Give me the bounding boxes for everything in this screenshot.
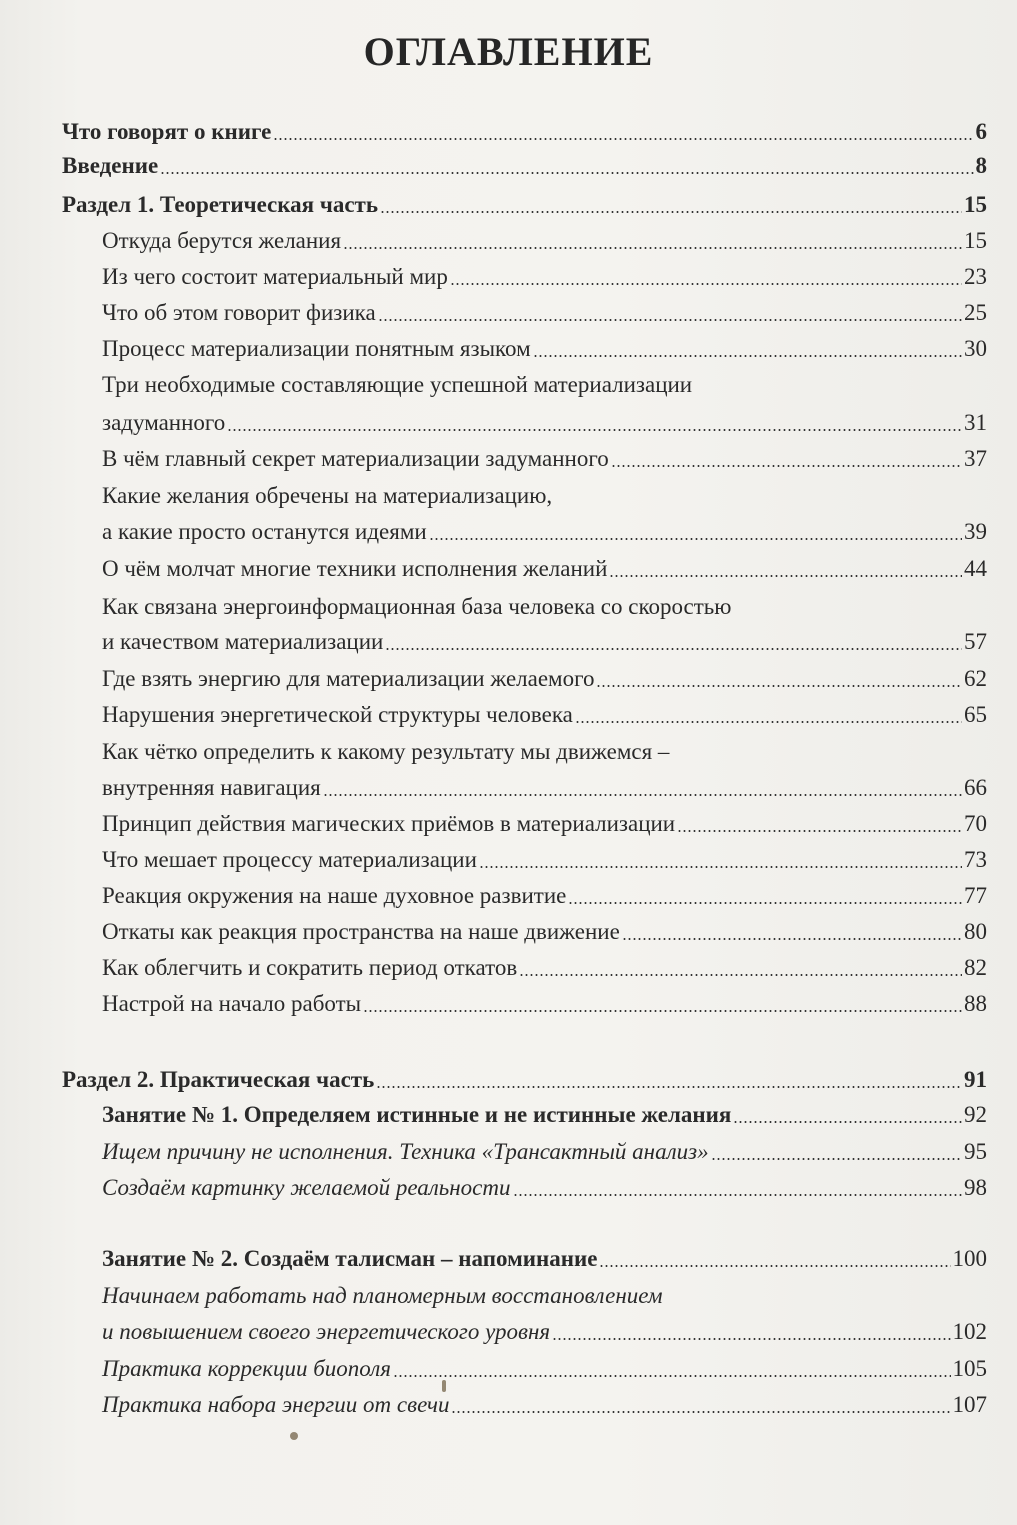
toc-entry-title: О чём молчат многие техники исполнения желаний [102,556,608,581]
toc-entry-title: Раздел 1. Теоретическая часть [62,192,379,217]
leader-dots [677,830,962,832]
toc-entry-page: 105 [952,1356,987,1381]
toc-entry-page: 62 [964,666,987,691]
toc-entry-title: а какие просто останутся идеями [102,519,427,544]
toc-entry [102,1314,987,1350]
toc-entry-title: Настрой на начало работы [102,991,362,1016]
leader-dots [513,1194,963,1196]
toc-entry [102,295,987,331]
toc-entry-page: 80 [964,919,987,944]
toc-entry [102,514,987,550]
toc-entry [102,806,987,842]
toc-entry [102,878,987,914]
toc-entry [102,1351,987,1387]
toc-entry-line: Как связана энергоинформационная база человека со скоростью [102,594,732,619]
leader-dots [552,1338,950,1340]
toc-entry-page: 73 [964,847,987,872]
toc-entry-line: Как чётко определить к какому результату мы движемся – [102,739,670,764]
toc-entry-title: Принцип действия магических приёмов в материализации [102,811,676,836]
toc-entry-title: Откуда берутся желания [102,228,342,253]
leader-dots [533,355,962,357]
leader-dots [622,938,962,940]
toc-entry [102,405,987,441]
toc-entry [102,1134,987,1170]
toc-entry-page: 37 [964,446,987,471]
leader-dots [429,538,962,540]
page-title: ОГЛАВЛЕНИЕ [363,29,654,74]
toc-entry-title: Раздел 2. Практическая часть [62,1067,375,1092]
toc-entry [102,331,987,367]
toc-entry-page: 25 [964,300,987,325]
toc-entry-title: Что говорят о книге [62,119,272,144]
toc-entry-page: 15 [964,192,987,217]
leader-dots [479,866,962,868]
leader-dots [609,575,962,577]
leader-dots [343,247,962,249]
toc-entry-title: Реакция окружения на наше духовное развитие [102,883,567,908]
toc-entry-title: внутренняя навигация [102,775,321,800]
leader-dots [380,211,962,213]
leader-dots [451,1411,950,1413]
toc-entry-page: 39 [964,519,987,544]
toc-entry-page: 65 [964,702,987,727]
leader-dots [160,172,973,174]
toc-entry [102,1170,987,1206]
leader-dots [273,138,973,140]
toc-entry [102,624,987,660]
toc-lesson [102,1241,987,1277]
toc-entry-title: Ищем причину не исполнения. Техника «Трансактный анализ» [102,1139,709,1164]
toc-entry-title: и качеством материализации [102,629,384,654]
toc-entry-page: 100 [952,1246,987,1271]
toc-lesson [102,1097,987,1133]
toc-entry-page: 82 [964,955,987,980]
toc-entry-title: Где взять энергию для материализации желаемого [102,666,595,691]
toc-entry-page: 30 [964,336,987,361]
toc-entry-line: Начинаем работать над планомерным восстановлением [102,1283,663,1308]
leader-dots [393,1375,951,1377]
leader-dots [519,974,962,976]
toc-entry-page: 57 [964,629,987,654]
toc-entry [102,986,987,1022]
toc-entry [62,114,987,150]
toc-entry-page: 95 [964,1139,987,1164]
toc-entry-title: Что мешает процессу материализации [102,847,477,872]
toc-entry [102,842,987,878]
toc-entry-page: 31 [964,410,987,435]
leader-dots [227,429,962,431]
toc-entry [102,223,987,259]
leader-dots [711,1158,962,1160]
toc-entry-title: В чём главный секрет материализации задуманного [102,446,609,471]
paper-speck [442,1380,446,1392]
toc-entry-page: 107 [952,1392,987,1417]
toc-entry-title: Практика набора энергии от свечи [102,1392,450,1417]
toc-entry [102,950,987,986]
toc-entry-title: Создаём картинку желаемой реальности [102,1175,511,1200]
paper-speck [290,1432,298,1440]
leader-dots [596,685,962,687]
toc-entry [102,1387,987,1423]
leader-dots [733,1121,962,1123]
toc-entry [62,148,987,184]
leader-dots [568,902,962,904]
toc-entry [102,697,987,733]
leader-dots [376,1086,962,1088]
toc-entry-page: 6 [975,119,987,144]
toc-entry-title: и повышением своего энергетического уровня [102,1319,551,1344]
toc-entry-page: 77 [964,883,987,908]
leader-dots [323,794,962,796]
leader-dots [611,465,962,467]
toc-entry [102,770,987,806]
toc-entry-title: Занятие № 2. Создаём талисман – напоминание [102,1246,598,1271]
toc-entry-page: 8 [975,153,987,178]
toc-entry-title: Нарушения энергетической структуры человека [102,702,573,727]
toc-entry-page: 91 [964,1067,987,1092]
toc-entry-title: Процесс материализации понятным языком [102,336,531,361]
toc-entry-page: 23 [964,264,987,289]
toc-entry [102,441,987,477]
toc-entry-page: 44 [964,556,987,581]
toc-entry-page: 92 [964,1102,987,1127]
toc-entry [102,551,987,587]
leader-dots [378,319,962,321]
leader-dots [599,1265,950,1267]
toc-entry-title: Занятие № 1. Определяем истинные и не истинные желания [102,1102,732,1127]
toc-entry-title: Практика коррекции биополя [102,1356,391,1381]
toc-entry-title: Из чего состоит материальный мир [102,264,448,289]
leader-dots [450,283,962,285]
toc-entry [102,661,987,697]
toc-section [62,187,987,223]
leader-dots [363,1010,962,1012]
toc-entry-title: Откаты как реакция пространства на наше движение [102,919,620,944]
toc-entry-page: 70 [964,811,987,836]
toc-entry-page: 15 [964,228,987,253]
leader-dots [385,648,962,650]
toc-entry-page: 102 [952,1319,987,1344]
toc-entry-title: Как облегчить и сократить период откатов [102,955,518,980]
toc-section [62,1062,987,1098]
toc-entry [102,259,987,295]
toc-entry-title: задуманного [102,410,226,435]
toc-entry-page: 98 [964,1175,987,1200]
leader-dots [575,721,962,723]
toc-entry-line: Какие желания обречены на материализацию, [102,483,553,508]
toc-entry-page: 66 [964,775,987,800]
toc-entry-page: 88 [964,991,987,1016]
toc-entry-title: Введение [62,153,159,178]
toc-entry [102,914,987,950]
toc-entry-line: Три необходимые составляющие успешной материализации [102,372,693,397]
toc-entry-title: Что об этом говорит физика [102,300,376,325]
